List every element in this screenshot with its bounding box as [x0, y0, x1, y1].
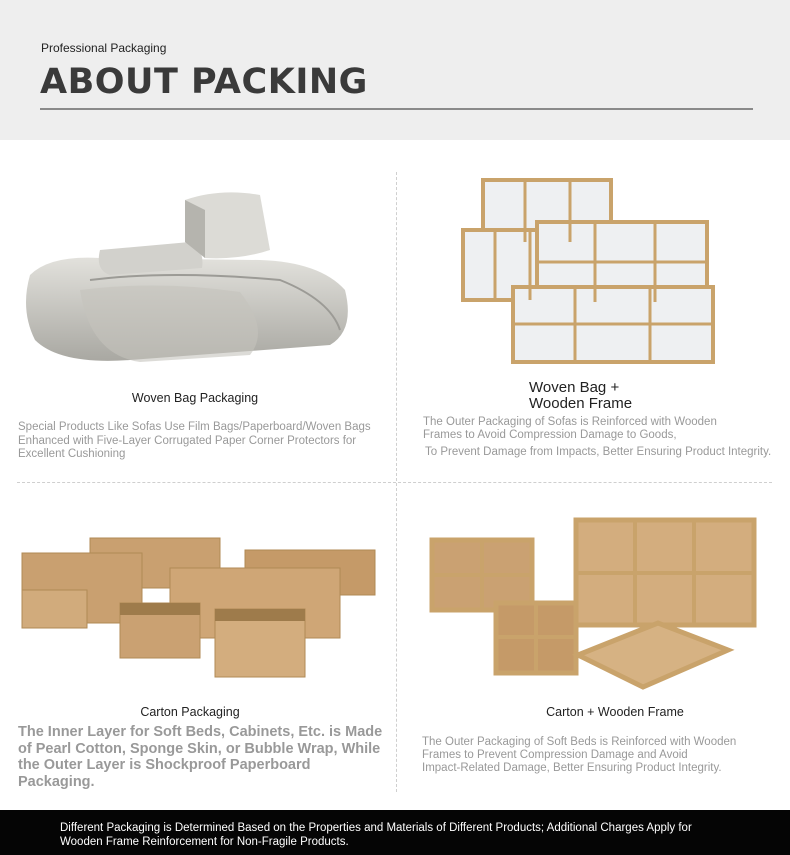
section-title-carton: Carton Packaging [140, 705, 240, 719]
header-banner [0, 0, 790, 140]
section-title-carton-wooden-frame: Carton + Wooden Frame [546, 705, 684, 719]
section-desc-carton [18, 724, 398, 790]
title-line: Woven Bag + [529, 379, 620, 396]
horizontal-divider [17, 482, 772, 483]
desc-line: To Prevent Damage from Impacts, Better Ensuring Product Integrity. [425, 446, 772, 458]
footer-line: Wooden Frame Reinforcement for Non-Fragile Products. [60, 836, 349, 848]
carton-image [20, 535, 380, 695]
section-desc-woven-bag-wooden-frame [423, 416, 788, 459]
header-kicker: Professional Packaging [41, 41, 167, 55]
desc-line: Special Products Like Sofas Use Film Bags/Paperboard/Woven Bags [18, 421, 371, 433]
desc-line: The Outer Packaging of Soft Beds is Reinforced with Wooden [422, 736, 737, 748]
woven-bag-wooden-frame-image [455, 172, 725, 372]
woven-bag-image [20, 180, 390, 370]
carton-wooden-frame-image [428, 515, 760, 690]
desc-line: Frames to Avoid Compression Damage to Goods, [423, 429, 677, 441]
desc-line: The Inner Layer for Soft Beds, Cabinets, Etc. is Made [18, 724, 383, 740]
title-underline [40, 108, 753, 110]
footer-note [60, 821, 760, 849]
desc-line: Impact-Related Damage, Better Ensuring Product Integrity. [422, 762, 722, 774]
section-desc-carton-wooden-frame [422, 736, 787, 775]
section-title-woven-bag: Woven Bag Packaging [131, 391, 259, 405]
desc-line: of Pearl Cotton, Sponge Skin, or Bubble Wrap, While [18, 740, 381, 757]
desc-line: Enhanced with Five-Layer Corrugated Paper Corner Protectors for [18, 435, 357, 447]
desc-line: Frames to Prevent Compression Damage and Avoid [422, 749, 688, 761]
footer-bar [0, 810, 790, 855]
footer-line: Different Packaging is Determined Based on the Properties and Materials of Different Products; Additional Charges Apply for [60, 822, 692, 834]
section-title-woven-bag-wooden-frame [529, 380, 632, 412]
desc-line: the Outer Layer is Shockproof Paperboard [18, 757, 311, 773]
desc-line: Excellent Cushioning [18, 448, 126, 460]
desc-line: Packaging. [18, 773, 95, 790]
page-title: ABOUT PACKING [40, 62, 368, 102]
title-line: Wooden Frame [529, 395, 633, 412]
desc-line: The Outer Packaging of Sofas is Reinforced with Wooden [423, 416, 717, 428]
section-desc-woven-bag [18, 421, 398, 461]
